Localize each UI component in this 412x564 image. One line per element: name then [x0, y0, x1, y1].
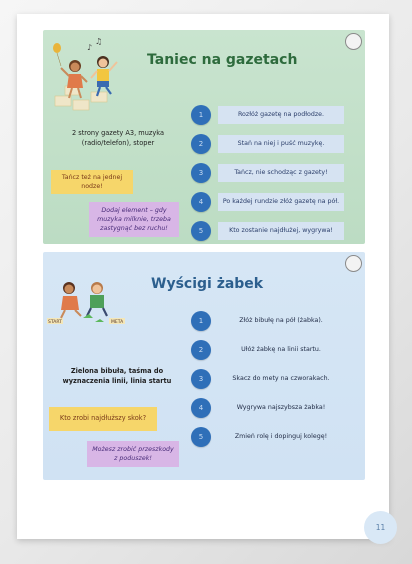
step-number: 1	[191, 311, 211, 331]
step-text: Kto zostanie najdłużej, wygrywa!	[218, 222, 344, 240]
svg-text:♫: ♫	[95, 37, 103, 46]
materials-text: Zielona bibuła, taśma do wyznaczenia linii, linia startu	[62, 367, 172, 385]
variation-note: Dodaj element – gdy muzyka milknie, trzeba zastygnąć bez ruchu!	[89, 202, 179, 237]
step-item	[191, 310, 351, 332]
step-text: Ułóż żabkę na linii startu.	[241, 346, 321, 353]
document-page	[17, 14, 389, 539]
step-text: Stań na niej i puść muzykę.	[218, 135, 344, 153]
step-item	[191, 162, 351, 184]
step-number: 1	[191, 105, 211, 125]
step-item	[191, 397, 351, 419]
step-item	[191, 133, 351, 155]
step-number: 3	[191, 163, 211, 183]
step-item	[191, 220, 351, 242]
step-number: 2	[191, 340, 211, 360]
step-text: Złóż bibułę na pół (żabka).	[239, 317, 323, 324]
step-text: Rozłóż gazetę na podłodze.	[218, 106, 344, 124]
step-text: Skacz do mety na czworakach.	[232, 375, 330, 382]
step-text: Wygrywa najszybsza żabka!	[236, 404, 326, 411]
checkbox-circle[interactable]	[345, 33, 362, 50]
step-number: 2	[191, 134, 211, 154]
activity-title: Taniec na gazetach	[147, 52, 298, 68]
start-sign-label: START	[48, 320, 62, 325]
step-number: 5	[191, 427, 211, 447]
step-number: 5	[191, 221, 211, 241]
variation-note: Możesz zrobić przeszkody z poduszek!	[87, 441, 179, 467]
checkbox-circle[interactable]	[345, 255, 362, 272]
dancing-kids-illustration	[45, 34, 131, 120]
step-text: Tańcz, nie schodząc z gazety!	[218, 164, 344, 182]
step-item	[191, 104, 351, 126]
frog-race-kids-illustration	[47, 278, 129, 330]
step-item	[191, 426, 351, 448]
activity-title: Wyścigi żabek	[151, 276, 264, 292]
page-number-badge: 11	[364, 511, 397, 544]
step-number: 4	[191, 398, 211, 418]
svg-text:♪: ♪	[87, 43, 93, 52]
step-text: Po każdej rundzie złóż gazetę na pół.	[218, 193, 344, 211]
step-item	[191, 368, 351, 390]
step-number: 3	[191, 369, 211, 389]
activity-card-newspaper-dance	[43, 30, 365, 244]
step-number: 4	[191, 192, 211, 212]
meta-sign-label: META	[111, 320, 124, 325]
tip-note: Kto zrobi najdłuższy skok?	[49, 407, 157, 431]
step-item	[191, 339, 351, 361]
materials-text: 2 strony gazety A3, muzyka (radio/telefon), stoper	[71, 129, 165, 147]
step-text: Zmień rolę i dopinguj kolegę!	[234, 433, 328, 440]
tip-note: Tańcz też na jednej nodze!	[51, 170, 133, 194]
step-item	[191, 191, 351, 213]
activity-card-frog-race	[43, 252, 365, 480]
